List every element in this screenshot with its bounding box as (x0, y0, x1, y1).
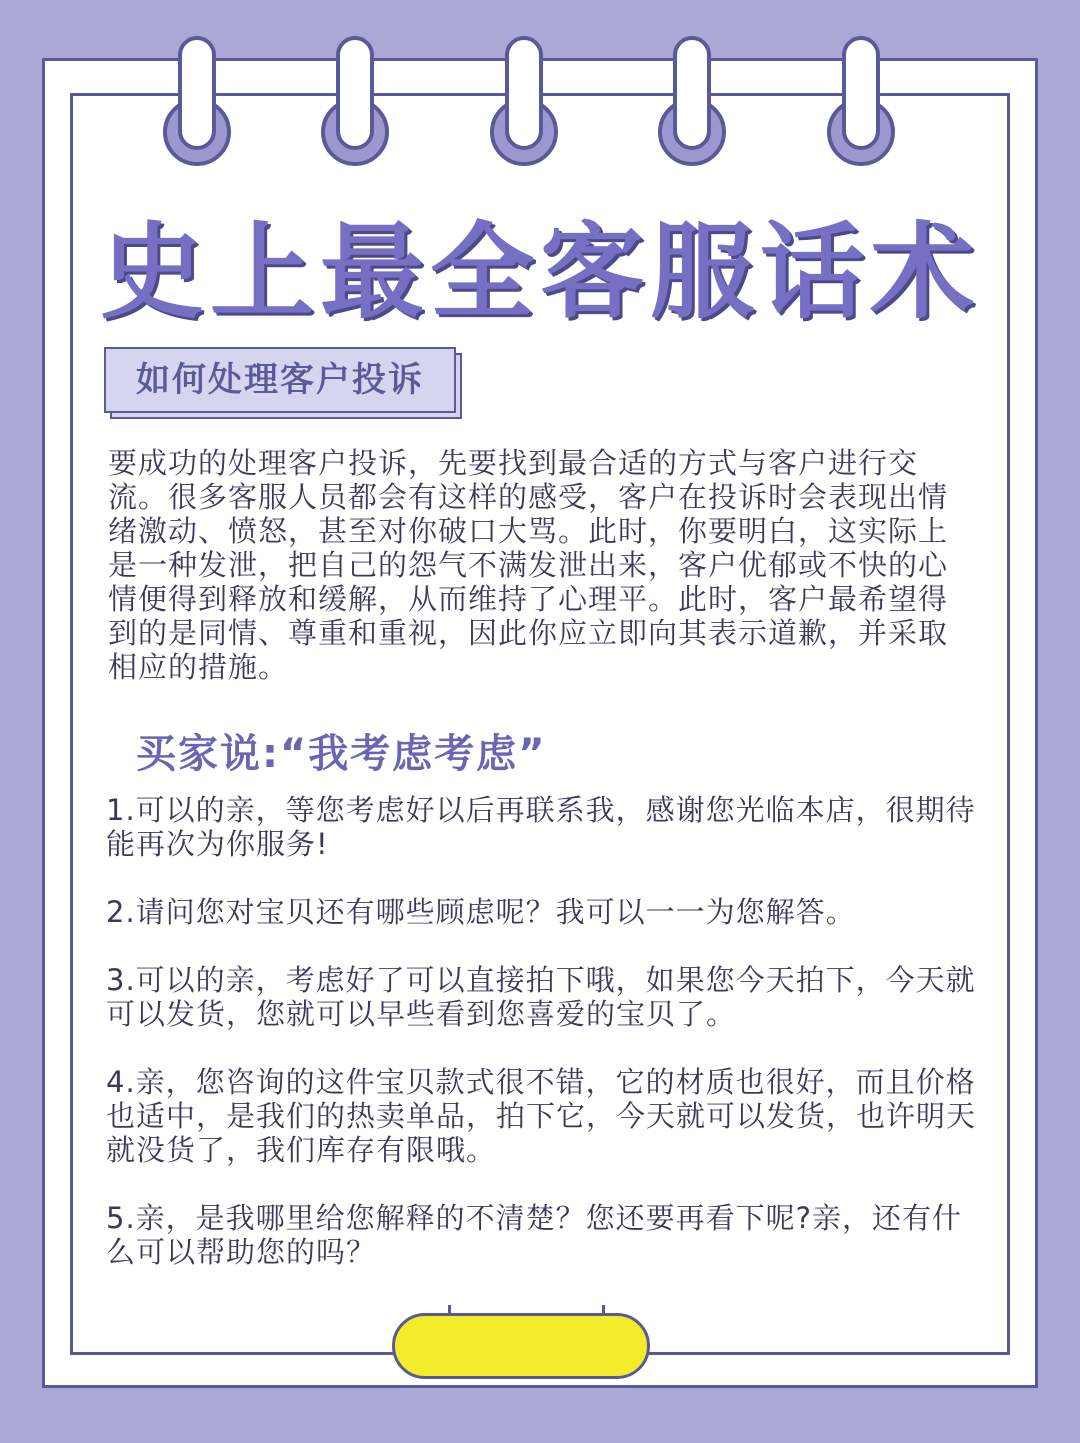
binder-ring-4 (658, 36, 726, 166)
reply-item-5: 5.亲，是我哪里给您解释的不清楚？您还要再看下呢?亲，还有什么可以帮助您的吗？ (106, 1201, 963, 1269)
reply-item-4: 4.亲，您咨询的这件宝贝款式很不错，它的材质也很好，而且价格也适中，是我们的热卖单品，拍下它，今天就可以发货，也许明天就没货了，我们库存有限哦。 (106, 1065, 977, 1167)
binder-ring-5 (827, 36, 895, 166)
binder-ring-3 (490, 36, 558, 166)
buyer-says-heading: 买家说:“我考虑考虑” (136, 731, 547, 777)
binder-ring-1 (163, 36, 231, 166)
reply-item-1: 1.可以的亲，等您考虑好以后再联系我，感谢您光临本店，很期待能再次为你服务! (106, 793, 976, 861)
section-badge: 如何处理客户投诉 (104, 347, 456, 413)
binder-ring-2 (321, 36, 389, 166)
reply-item-3: 3.可以的亲，考虑好了可以直接拍下哦，如果您今天拍下，今天就可以发货，您就可以早些看到您喜爱的宝贝了。 (106, 963, 976, 1031)
reply-list (106, 793, 976, 1269)
reply-item-2: 2.请问您对宝贝还有哪些顾虑呢？我可以一一为您解答。 (106, 895, 856, 929)
page-title: 史上最全客服话术 (99, 211, 980, 333)
intro-paragraph: 要成功的处理客户投诉，先要找到最合适的方式与客户进行交流。很多客服人员都会有这样的感受，客户在投诉时会表现出情绪激动、愤怒，甚至对你破口大骂。此时，你要明白，这实际上是一种发泄，把自己的怨气不满发泄出来，客户优郁或不快的心情便得到释放和缓解，从而维持了心理平。此时，客户最希望得到的是同情、尊重和重视，因此你应立即向其表示道歉，并采取相应的措施。 (108, 446, 949, 684)
highlighter-decoration (392, 1313, 650, 1379)
